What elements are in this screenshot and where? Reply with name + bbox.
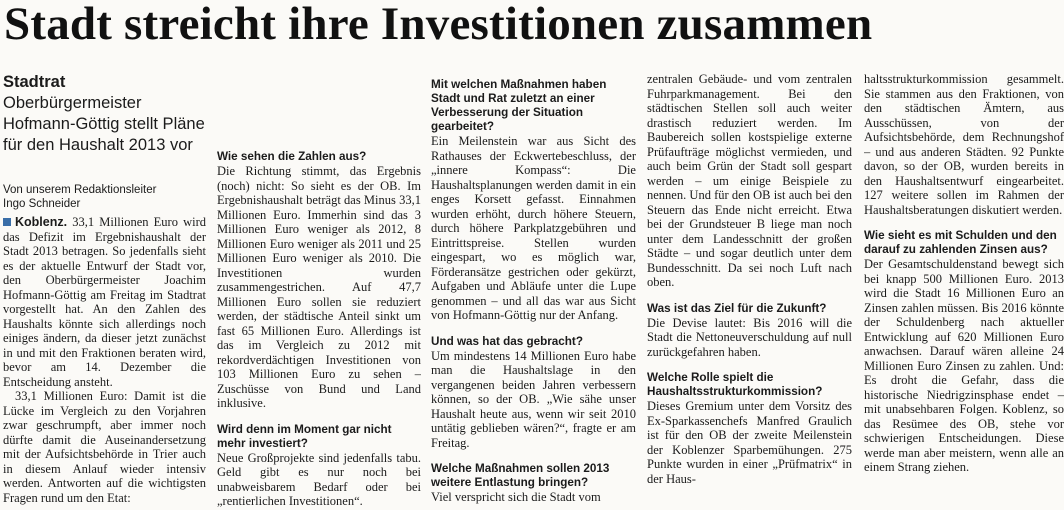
intro-text: 33,1 Millionen Euro wird das Defizit im Ergebnishaushalt der Stadt 2013 betragen. So jedenfalls sieht es der aktuelle Entwurf der Stadt vor, den Oberbürgermeister Joachim Hofmann-Göttig am Freitag im Stadtrat vorgestellt hat. An den Zahlen des Haushalts könnte sich allerdings noch einiges ändern, da dieser jetzt zunächst in und mit den Fraktionen beraten wird, bevor am 14. Dezember die Entscheidung ansteht. — [3, 215, 206, 389]
column-2 — [217, 72, 421, 510]
answer-entlastung: Viel verspricht sich die Stadt vom — [431, 490, 601, 504]
question-gebracht: Und was hat das gebracht? — [431, 334, 583, 348]
byline-role: Von unserem Redaktionsleiter — [3, 184, 157, 196]
square-marker-icon — [3, 218, 11, 226]
question-rolle: Welche Rolle spielt die Haushaltsstrukturkommission? — [647, 371, 823, 398]
byline-author: Ingo Schneider — [3, 198, 81, 210]
answer-entlastung-continued: zentralen Gebäude- und vom zentralen Fuhrparkmanagement. Bei den städtischen Stellen soll auch weiter drastisch reduziert werden. Im Baubereich sollen kostspielige externe Prüfaufträge möglichst vermieden, und auch beim Grün der Stadt soll gespart werden – um einige Beispiele zu nennen. Und für den OB ist auch bei den Steuern das Ende nicht erreicht. Etwa bei der Grundsteuer B liege man noch unter dem Landesschnitt der großen Städte – und sogar deutlich unter dem Bundesschnitt. Da sei noch Luft nach oben. — [647, 72, 852, 289]
question-investiert: Wird denn im Moment gar nicht mehr investiert? — [217, 422, 392, 450]
teaser-kicker: Stadtrat — [3, 73, 66, 91]
question-massnahmen: Mit welchen Maßnahmen haben Stadt und Rat zuletzt an einer Verbesserung der Situation gearbeitet? — [431, 78, 607, 133]
answer-rolle-continued: haltsstrukturkommission gesammelt. Sie stammen aus den Fraktionen, von den städtischen Ämtern, aus Ausschüssen, von der Aufsichtsbehörde, dem Rechnungshof – und aus anderen Städten. 92 Punkte davon, so der OB, wurden bereits in den Haushaltsentwurf eingearbeitet. 127 weitere sollen im Rahmen der Haushaltsberatungen diskutiert werden. — [864, 72, 1064, 217]
question-zahlen: Wie sehen die Zahlen aus? — [217, 150, 367, 163]
column-1 — [3, 72, 206, 510]
column-5 — [864, 72, 1064, 510]
answer-schulden: Der Gesamtschuldenstand bewegt sich bei knapp 500 Millionen Euro. 2013 wird die Stadt 16 Millionen Euro an Zinsen zahlen müssen. Bis 2016 könnte der Schuldenberg nach aktueller Entwicklung auf 620 Millionen Euro anwachsen. Darauf wären alleine 24 Millionen Euro Zinsen zu zahlen. Und: Es droht die Gefahr, dass die historische Niedrigzinsphase endet – mit unabsehbaren Folgen. Koblenz, so das Resümee des OB, stehe vor schwierigen Entscheidungen. Diese werde man aber meistern, wenn alle an einem Strang ziehen. — [864, 257, 1064, 474]
teaser-text: Oberbürgermeister Hofmann-Göttig stellt Pläne für den Haushalt 2013 vor — [3, 94, 205, 154]
answer-rolle: Dieses Gremium unter dem Vorsitz des Ex-Sparkassenchefs Manfred Graulich ist für den OB der zweite Meilenstein der Koblenzer Sparbemühungen. 275 Punkte wurden in einer „Prüfmatrix“ in der Haus- — [647, 399, 852, 486]
answer-ziel: Die Devise lautet: Bis 2016 will die Stadt die Nettoneuverschuldung auf null zurückgefahren haben. — [647, 315, 852, 359]
column-4 — [647, 72, 852, 510]
question-schulden: Wie sieht es mit Schulden und den darauf zu zahlenden Zinsen aus? — [864, 229, 1057, 256]
answer-zahlen: Die Richtung stimmt, das Ergebnis (noch) nicht: So sieht es der OB. Im Ergebnishaushalt beträgt das Minus 33,1 Millionen Euro. Immerhin sind das 3 Millionen Euro weniger als 2012, 8 Millionen Euro weniger als 2011 und 25 Millionen Euro weniger als 2010. Die Investitionen wurden zusammengestrichen. Auf 47,7 Millionen Euro sollen sie reduziert werden, der städtische Anteil sinkt um fast 65 Millionen Euro. Allerdings ist das im Vergleich zu 2012 mit rekordverdächtigen Investitionen von 103 Millionen Euro zu sehen – Zuschüsse von Bund und Land inklusive. — [217, 164, 421, 410]
intro-paragraph-2: 33,1 Millionen Euro: Damit ist die Lücke im Vergleich zu den Vorjahren zwar geschrumpft, aber immer noch dürfte damit die Auseinandersetzung mit der Aufsichtsbehörde in Trier auch in diesem Anlauf wieder intensiv werden. Antworten auf die wichtigsten Fragen rund um den Etat: — [3, 389, 206, 505]
answer-massnahmen: Ein Meilenstein war aus Sicht des Rathauses der Eckwertebeschluss, der „innere Kompass“: Die Haushaltsplanungen werden damit in ein enges Korsett gefasst. Einnahmen wurden erhöht, durch höhere Steuern, durch höhere Parkplatzgebühren und Eintrittspreise. Stellen wurden eingespart, wo es möglich war, Förderansätze gestrichen oder gekürzt, Aufgaben und Abläufe unter die Lupe genommen – und all das war aus Sicht von Hofmann-Göttig nur der Anfang. — [431, 134, 636, 322]
question-entlastung: Welche Maßnahmen sollen 2013 weitere Entlastung bringen? — [431, 462, 610, 489]
byline — [3, 183, 206, 211]
answer-gebracht: Um mindestens 14 Millionen Euro habe man die Haushaltslage in den vergangenen beiden Jahren verbessern können, so der OB. „Wie sähe unser Haushalt heute aus, wenn wir seit 2010 untätig geblieben wären?“, fragte er am Freitag. — [431, 348, 636, 450]
dateline-city: Koblenz. — [15, 215, 68, 229]
intro-paragraph — [3, 215, 206, 389]
headline: Stadt streicht ihre Investitionen zusammen — [4, 0, 873, 50]
question-ziel: Was ist das Ziel für die Zukunft? — [647, 301, 827, 315]
column-3 — [431, 72, 636, 510]
answer-investiert: Neue Großprojekte sind jedenfalls tabu. Geld gibt es nur noch bei unabweisbarem Bedarf oder bei „rentierlichen Investitionen“. — [217, 450, 421, 508]
teaser — [3, 72, 206, 156]
